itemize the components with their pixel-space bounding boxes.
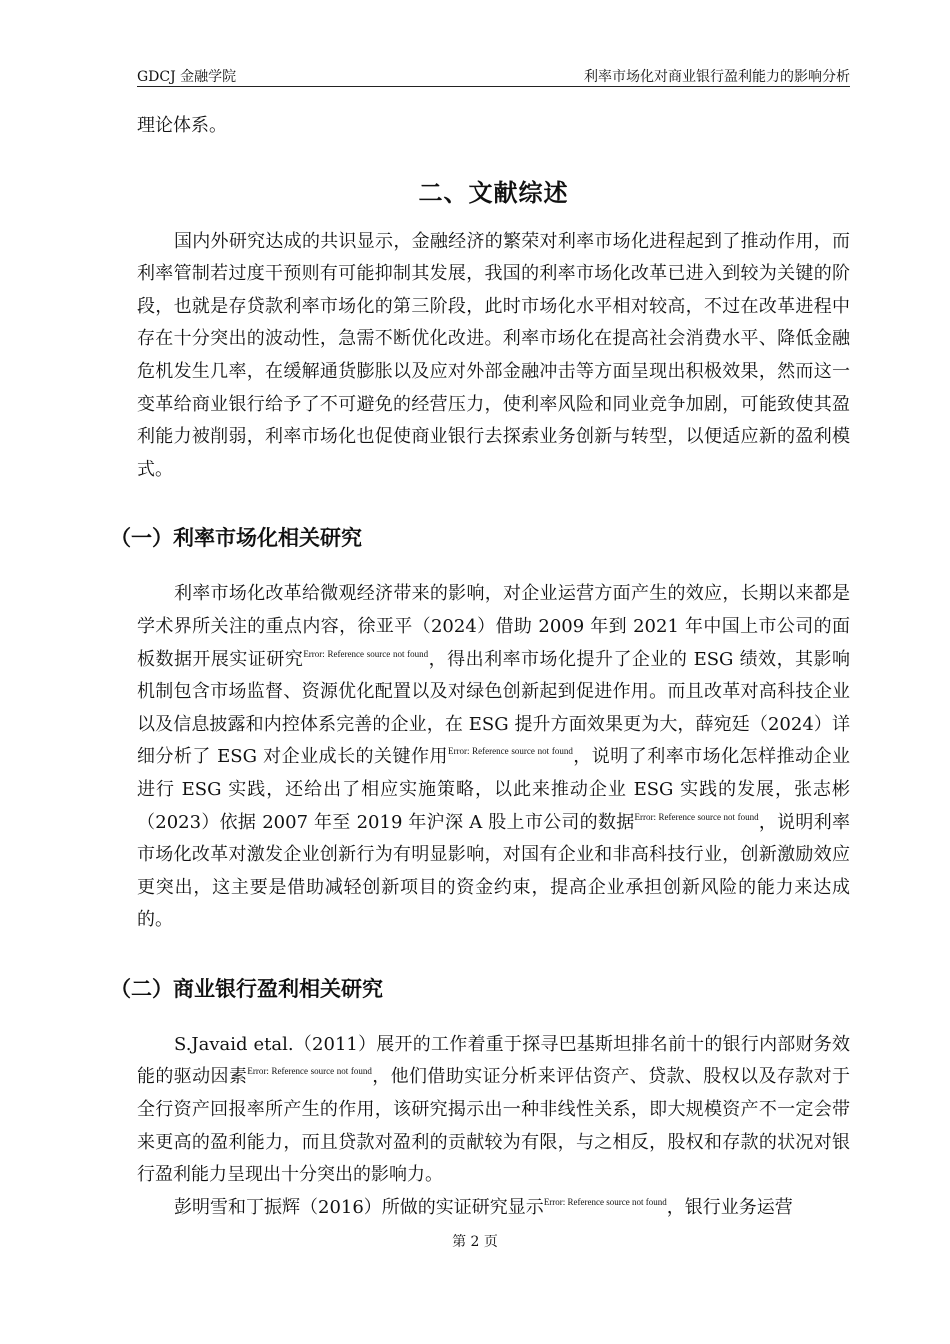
reference-error-note: Error: Reference source not found [634, 811, 759, 822]
paragraph-text: ，说明利率市场化改革对激发企业创新行为有明显影响，对国有企业和非高科技行业，创新激励效应更突出，这主要是借助减轻创新项目的资金约束，提高企业承担创新风险的能力来达成的。 [137, 811, 850, 931]
page-header [137, 64, 850, 87]
paragraph-text: 彭明雪和丁振辉（2016）所做的实证研究显示 [174, 1196, 544, 1218]
paragraph-text: S.Javaid etal.（2011）展开的工作着重于探寻巴基斯坦排名前十的银行内部财务效能的驱动因素 [137, 1033, 850, 1088]
page-number: 第 2 页 [452, 1234, 498, 1250]
header-institution: GDCJ 金融学院 [137, 69, 237, 85]
section-title-bank-profit: （二）商业银行盈利相关研究 [110, 976, 383, 1001]
section-title-interest-rate: （一）利率市场化相关研究 [110, 526, 362, 551]
paragraph-text: ，他们借助实证分析来评估资产、贷款、股权以及存款对于全行资产回报率所产生的作用，该研究揭示出一种非线性关系，即大规模资产不一定会带来更高的盈利能力，而且贷款对盈利的贡献较为有限，与之相反，股权和存款的状况对银行盈利能力呈现出十分突出的影响力。 [137, 1066, 851, 1186]
paragraph-text: ，得出利率市场化提升了企业的 ESG 绩效，其影响机制包含市场监督、资源优化配置以及对绿色创新起到促进作用。而且改革对高科技企业以及信息披露和内控体系完善的企业，在 ESG 提升方面效果更为大，薛宛廷（2024）详细分析了 ESG 对企业成长的关键作用 [137, 648, 851, 768]
reference-error-note: Error: Reference source not found [303, 648, 429, 659]
intro-paragraph: 国内外研究达成的共识显示，金融经济的繁荣对利率市场化进程起到了推动作用，而利率管制若过度干预则有可能抑制其发展，我国的利率市场化改革已进入到较为关键的阶段，也就是存贷款利率市场化的第三阶段，此时市场化水平相对较高，不过在改革进程中存在十分突出的波动性，急需不断优化改进。利率市场化在提高社会消费水平、降低金融危机发生几率，在缓解通货膨胀以及应对外部金融冲击等方面呈现出积极效果，然而这一变革给商业银行给予了不可避免的经营压力，使利率风险和同业竞争加剧，可能致使其盈利能力被削弱，利率市场化也促使商业银行去探索业务创新与转型，以便适应新的盈利模式。 [137, 230, 850, 480]
reference-error-note: Error: Reference source not found [247, 1066, 372, 1077]
chapter-title: 二、文献综述 [418, 178, 569, 207]
paragraph-text: 利率市场化改革给微观经济带来的影响，对企业运营方面产生的效应，长期以来都是学术界所关注的重点内容，徐亚平（2024）借助 2009 年到 2021 年中国上市公司的面板数据开展实证研究 [137, 583, 850, 670]
paragraph-text: ，说明了利率市场化怎样推动企业进行 ESG 实践，还给出了相应实施策略，以此来推动企业 ESG 实践的发展，张志彬（2023）依据 2007 年至 2019 年沪深 A 股上市公司的数据 [137, 746, 851, 833]
paragraph-text: ，银行业务运营 [666, 1196, 793, 1218]
header-paper-title: 利率市场化对商业银行盈利能力的影响分析 [584, 69, 850, 85]
section2-paragraph-2 [137, 1192, 850, 1225]
page-footer [0, 1231, 950, 1251]
section2-paragraph-1 [137, 1029, 850, 1192]
continuation-text: 理论体系。 [137, 115, 227, 136]
page-content [110, 110, 851, 1224]
reference-error-note: Error: Reference source not found [447, 746, 573, 757]
section1-paragraph [137, 578, 850, 937]
reference-error-note: Error: Reference source not found [543, 1196, 667, 1207]
